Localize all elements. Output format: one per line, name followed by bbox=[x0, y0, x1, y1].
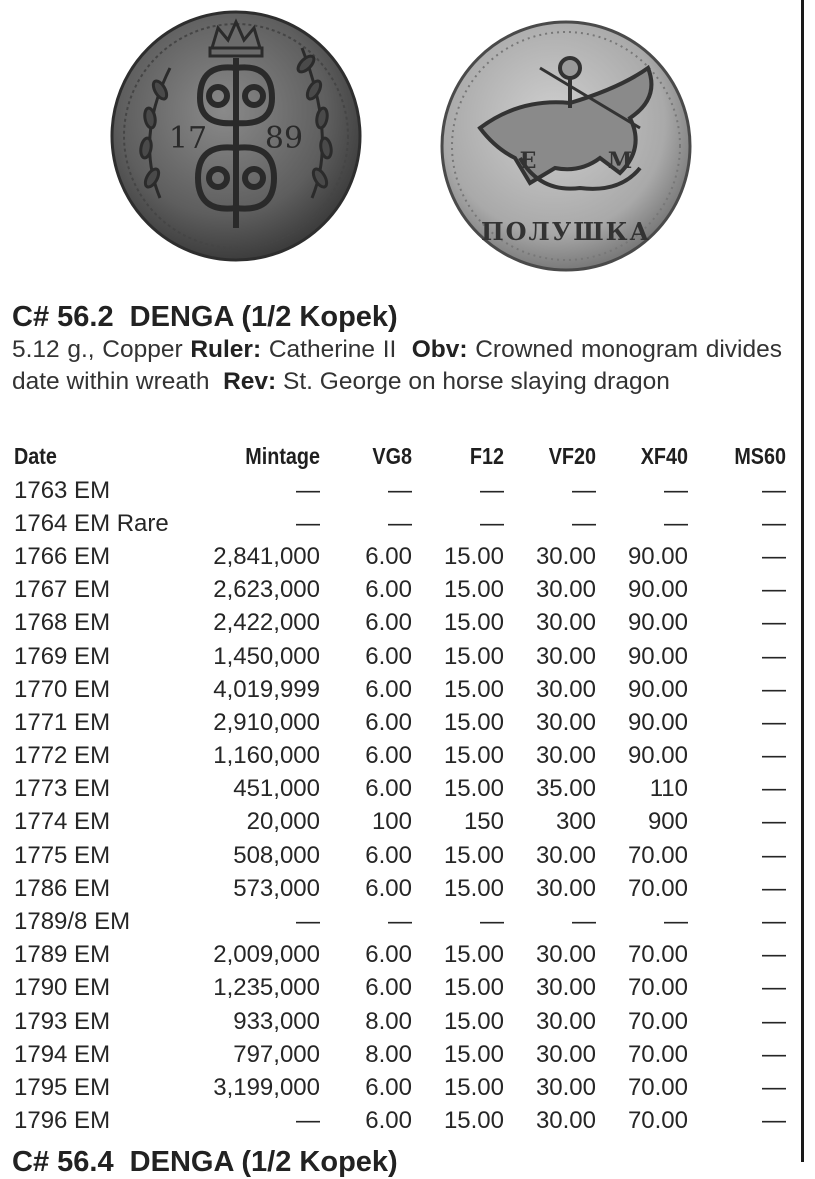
cell-ms60: — bbox=[762, 1107, 786, 1135]
cell-vg8: 6.00 bbox=[365, 874, 412, 902]
cell-vf20: 30.00 bbox=[535, 941, 596, 969]
cell-f12: 15.00 bbox=[443, 576, 504, 604]
table-row bbox=[14, 839, 786, 872]
header-date: Date bbox=[14, 442, 57, 469]
cell-xf40: — bbox=[664, 908, 688, 936]
cell-f12: 15.00 bbox=[443, 974, 504, 1002]
cell-ms60: — bbox=[762, 675, 786, 703]
cell-ms60: — bbox=[762, 941, 786, 969]
cell-xf40: 90.00 bbox=[627, 742, 688, 770]
cell-mintage: 4,019,999 bbox=[213, 675, 320, 703]
cell-xf40: 70.00 bbox=[627, 874, 688, 902]
obverse-coin bbox=[112, 12, 360, 260]
ruler-label: Ruler: bbox=[190, 336, 262, 363]
cell-vg8: 6.00 bbox=[365, 775, 412, 803]
table-row bbox=[14, 1038, 786, 1071]
cell-mintage: — bbox=[296, 509, 320, 537]
cell-vf20: 30.00 bbox=[535, 841, 596, 869]
cell-xf40: 70.00 bbox=[627, 941, 688, 969]
cell-xf40: 70.00 bbox=[627, 841, 688, 869]
reverse-mint-letter-e: E bbox=[519, 148, 537, 174]
cell-mintage: 20,000 bbox=[246, 808, 320, 836]
cell-date: 1774 EM bbox=[14, 808, 111, 836]
table-row bbox=[14, 673, 786, 706]
cell-date: 1764 EM Rare bbox=[14, 509, 169, 537]
cell-date: 1789/8 EM bbox=[14, 908, 131, 936]
cell-vf20: 30.00 bbox=[535, 576, 596, 604]
cell-vf20: 30.00 bbox=[535, 708, 596, 736]
price-table bbox=[14, 438, 786, 1138]
cell-date: 1770 EM bbox=[14, 675, 111, 703]
table-row bbox=[14, 540, 786, 573]
reverse-coin bbox=[442, 22, 690, 270]
header-mintage: Mintage bbox=[245, 442, 320, 469]
cell-mintage: 508,000 bbox=[233, 841, 320, 869]
cell-mintage: 451,000 bbox=[233, 775, 320, 803]
cell-ms60: — bbox=[762, 742, 786, 770]
cell-ms60: — bbox=[762, 642, 786, 670]
cell-f12: — bbox=[480, 908, 504, 936]
cell-f12: 15.00 bbox=[443, 542, 504, 570]
cell-f12: 15.00 bbox=[443, 642, 504, 670]
cell-xf40: 90.00 bbox=[627, 708, 688, 736]
obverse-date-right: 89 bbox=[264, 121, 304, 156]
reverse-legend: ПОЛУШКА bbox=[480, 217, 652, 246]
cell-xf40: 90.00 bbox=[627, 609, 688, 637]
cell-vf20: 30.00 bbox=[535, 642, 596, 670]
cell-mintage: 1,450,000 bbox=[213, 642, 320, 670]
coin-images bbox=[100, 8, 700, 278]
cell-vf20: — bbox=[572, 908, 596, 936]
cell-mintage: 1,235,000 bbox=[213, 974, 320, 1002]
cell-vf20: 35.00 bbox=[535, 775, 596, 803]
cell-vf20: 30.00 bbox=[535, 974, 596, 1002]
cell-f12: 15.00 bbox=[443, 708, 504, 736]
cell-date: 1769 EM bbox=[14, 642, 111, 670]
cell-f12: 15.00 bbox=[443, 1007, 504, 1035]
rev-label: Rev: bbox=[223, 368, 277, 395]
table-row bbox=[14, 474, 786, 507]
cell-f12: 15.00 bbox=[443, 1073, 504, 1101]
cell-ms60: — bbox=[762, 974, 786, 1002]
cell-ms60: — bbox=[762, 576, 786, 604]
cell-vf20: — bbox=[572, 476, 596, 504]
table-row bbox=[14, 972, 786, 1005]
cell-f12: — bbox=[480, 509, 504, 537]
cell-date: 1794 EM bbox=[14, 1040, 111, 1068]
cell-mintage: 2,841,000 bbox=[213, 542, 320, 570]
table-row bbox=[14, 640, 786, 673]
table-row bbox=[14, 740, 786, 773]
cell-mintage: 573,000 bbox=[233, 874, 320, 902]
cell-xf40: 90.00 bbox=[627, 675, 688, 703]
table-row bbox=[14, 806, 786, 839]
cell-date: 1786 EM bbox=[14, 874, 111, 902]
cell-mintage: — bbox=[296, 908, 320, 936]
table-row bbox=[14, 706, 786, 739]
cell-vf20: 30.00 bbox=[535, 542, 596, 570]
cell-vg8: 6.00 bbox=[365, 708, 412, 736]
cell-vf20: 30.00 bbox=[535, 1073, 596, 1101]
table-row bbox=[14, 1005, 786, 1038]
header-vf20: VF20 bbox=[548, 442, 596, 469]
cell-vg8: 6.00 bbox=[365, 642, 412, 670]
cell-date: 1771 EM bbox=[14, 708, 111, 736]
weight-metal: 5.12 g., Copper bbox=[12, 336, 183, 363]
header-ms60: MS60 bbox=[734, 442, 786, 469]
cell-f12: 15.00 bbox=[443, 775, 504, 803]
ruler-value: Catherine II bbox=[268, 336, 397, 363]
cell-f12: 15.00 bbox=[443, 874, 504, 902]
cell-xf40: 70.00 bbox=[627, 1007, 688, 1035]
cell-f12: 15.00 bbox=[443, 1040, 504, 1068]
table-row bbox=[14, 1071, 786, 1104]
table-row bbox=[14, 607, 786, 640]
cell-xf40: — bbox=[664, 509, 688, 537]
cell-mintage: — bbox=[296, 1107, 320, 1135]
cell-vf20: 30.00 bbox=[535, 609, 596, 637]
rev-value: St. George on horse slaying dragon bbox=[283, 368, 670, 395]
table-row bbox=[14, 574, 786, 607]
cell-date: 1795 EM bbox=[14, 1073, 111, 1101]
cell-mintage: — bbox=[296, 476, 320, 504]
cell-xf40: 90.00 bbox=[627, 642, 688, 670]
cell-vg8: 6.00 bbox=[365, 542, 412, 570]
cell-xf40: 70.00 bbox=[627, 1107, 688, 1135]
table-row bbox=[14, 507, 786, 540]
cell-ms60: — bbox=[762, 1073, 786, 1101]
header-f12: F12 bbox=[469, 442, 504, 469]
cell-vg8: 6.00 bbox=[365, 742, 412, 770]
cell-date: 1767 EM bbox=[14, 576, 111, 604]
cell-date: 1772 EM bbox=[14, 742, 111, 770]
table-row bbox=[14, 773, 786, 806]
cell-f12: 15.00 bbox=[443, 675, 504, 703]
page-right-rule bbox=[801, 0, 804, 1162]
cell-ms60: — bbox=[762, 908, 786, 936]
cell-xf40: 70.00 bbox=[627, 1040, 688, 1068]
cell-date: 1789 EM bbox=[14, 941, 111, 969]
table-row bbox=[14, 1105, 786, 1138]
cell-vg8: 6.00 bbox=[365, 841, 412, 869]
cell-f12: 15.00 bbox=[443, 742, 504, 770]
cell-vf20: 30.00 bbox=[535, 742, 596, 770]
cell-vg8: 6.00 bbox=[365, 675, 412, 703]
cell-xf40: 90.00 bbox=[627, 542, 688, 570]
coin-title: C# 56.2 DENGA (1/2 Kopek) bbox=[12, 301, 398, 333]
cell-vf20: 300 bbox=[555, 808, 596, 836]
cell-vg8: 8.00 bbox=[365, 1040, 412, 1068]
cell-mintage: 933,000 bbox=[233, 1007, 320, 1035]
cell-xf40: — bbox=[664, 476, 688, 504]
cell-mintage: 797,000 bbox=[233, 1040, 320, 1068]
cell-ms60: — bbox=[762, 509, 786, 537]
cell-date: 1793 EM bbox=[14, 1007, 111, 1035]
cell-ms60: — bbox=[762, 542, 786, 570]
obv-value: Crowned monogram divides date within wreath bbox=[12, 336, 782, 395]
cell-mintage: 2,009,000 bbox=[213, 941, 320, 969]
cell-date: 1796 EM bbox=[14, 1107, 111, 1135]
cell-vf20: 30.00 bbox=[535, 1007, 596, 1035]
cell-ms60: — bbox=[762, 841, 786, 869]
cell-xf40: 90.00 bbox=[627, 576, 688, 604]
cell-date: 1773 EM bbox=[14, 775, 111, 803]
cell-date: 1790 EM bbox=[14, 974, 111, 1002]
cell-vf20: — bbox=[572, 509, 596, 537]
next-coin-heading: C# 56.4 DENGA (1/2 Kopek) bbox=[12, 1146, 398, 1178]
cell-vg8: 6.00 bbox=[365, 609, 412, 637]
obverse-date-left: 17 bbox=[168, 121, 208, 156]
cell-date: 1768 EM bbox=[14, 609, 111, 637]
cell-ms60: — bbox=[762, 609, 786, 637]
table-row bbox=[14, 939, 786, 972]
cell-f12: 15.00 bbox=[443, 841, 504, 869]
cell-vf20: 30.00 bbox=[535, 874, 596, 902]
cell-date: 1775 EM bbox=[14, 841, 111, 869]
cell-ms60: — bbox=[762, 808, 786, 836]
table-body bbox=[14, 474, 786, 1138]
cell-vf20: 30.00 bbox=[535, 675, 596, 703]
coin-description bbox=[12, 334, 782, 398]
cell-f12: 15.00 bbox=[443, 1107, 504, 1135]
cell-vg8: 100 bbox=[371, 808, 412, 836]
cell-vf20: 30.00 bbox=[535, 1107, 596, 1135]
cell-xf40: 70.00 bbox=[627, 1073, 688, 1101]
cell-vg8: 6.00 bbox=[365, 1107, 412, 1135]
cell-vg8: 6.00 bbox=[365, 576, 412, 604]
cell-ms60: — bbox=[762, 874, 786, 902]
cell-mintage: 2,623,000 bbox=[213, 576, 320, 604]
cell-f12: 15.00 bbox=[443, 609, 504, 637]
header-xf40: XF40 bbox=[640, 442, 688, 469]
cell-date: 1763 EM bbox=[14, 476, 111, 504]
cell-mintage: 1,160,000 bbox=[213, 742, 320, 770]
cell-ms60: — bbox=[762, 1040, 786, 1068]
cell-xf40: 70.00 bbox=[627, 974, 688, 1002]
cell-ms60: — bbox=[762, 1007, 786, 1035]
cell-xf40: 110 bbox=[649, 775, 688, 803]
cell-date: 1766 EM bbox=[14, 542, 111, 570]
cell-mintage: 2,422,000 bbox=[213, 609, 320, 637]
cell-vg8: 6.00 bbox=[365, 974, 412, 1002]
cell-vg8: 6.00 bbox=[365, 941, 412, 969]
cell-ms60: — bbox=[762, 775, 786, 803]
cell-vg8: 8.00 bbox=[365, 1007, 412, 1035]
table-header-row bbox=[14, 438, 786, 474]
cell-xf40: 900 bbox=[647, 808, 688, 836]
cell-f12: 15.00 bbox=[443, 941, 504, 969]
table-row bbox=[14, 905, 786, 938]
cell-mintage: 2,910,000 bbox=[213, 708, 320, 736]
cell-ms60: — bbox=[762, 476, 786, 504]
obv-label: Obv: bbox=[411, 336, 468, 363]
cell-f12: 150 bbox=[463, 808, 504, 836]
cell-vg8: 6.00 bbox=[365, 1073, 412, 1101]
cell-vg8: — bbox=[388, 908, 412, 936]
cell-vg8: — bbox=[388, 476, 412, 504]
cell-f12: — bbox=[480, 476, 504, 504]
coin-description-block bbox=[12, 298, 782, 398]
header-vg8: VG8 bbox=[372, 442, 412, 469]
reverse-mint-letter-m: M bbox=[607, 148, 633, 174]
cell-vg8: — bbox=[388, 509, 412, 537]
cell-mintage: 3,199,000 bbox=[213, 1073, 320, 1101]
crown-icon bbox=[210, 22, 262, 56]
table-row bbox=[14, 872, 786, 905]
cell-vf20: 30.00 bbox=[535, 1040, 596, 1068]
cell-ms60: — bbox=[762, 708, 786, 736]
